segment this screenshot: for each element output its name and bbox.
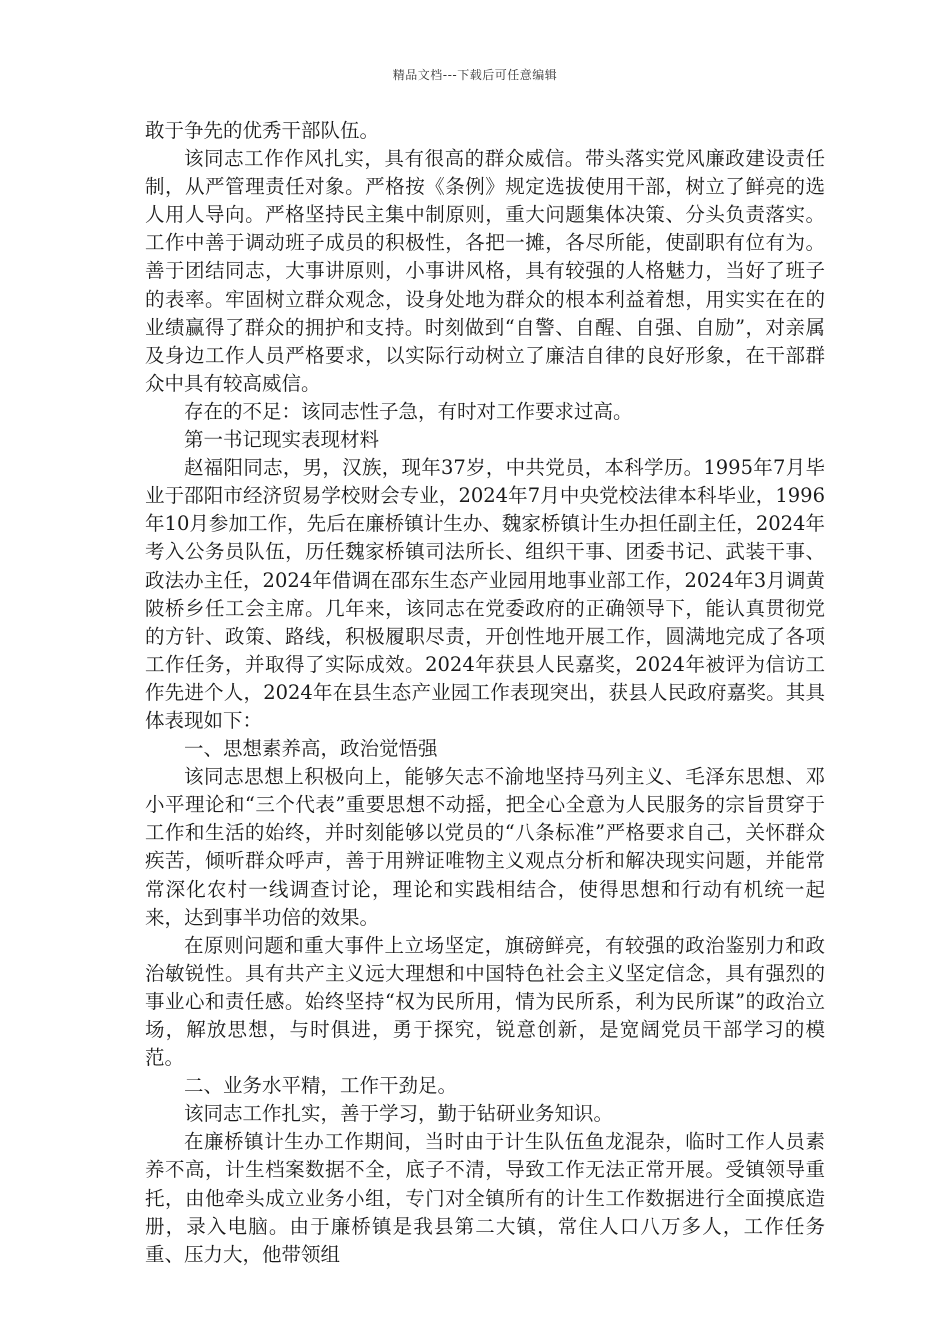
- paragraph: 赵福阳同志，男，汉族，现年37岁，中共党员，本科学历。1995年7月毕业于邵阳市经济贸易学校财会专业，2024年7月中央党校法律本科毕业，1996年10月参加工作，先后在廉桥镇计生办、魏家桥镇计生办担任副主任，2024年考入公务员队伍，历任魏家桥镇司法所长、组织干事、团委书记、武装干事、政法办主任，2024年借调在邵东生态产业园用地事业部工作，2024年3月调黄陂桥乡任工会主席。几年来，该同志在党委政府的正确领导下，能认真贯彻党的方针、政策、路线，积极履职尽责，开创性地开展工作，圆满地完成了各项工作任务，并取得了实际成效。2024年获县人民嘉奖，2024年被评为信访工作先进个人，2024年在县生态产业园工作表现突出，获县人民政府嘉奖。其具体表现如下：: [145, 456, 825, 732]
- section-title: 第一书记现实表现材料: [184, 428, 380, 452]
- document-body: [145, 117, 825, 1269]
- paragraph: 该同志工作扎实，善于学习，勤于钻研业务知识。: [184, 1102, 614, 1126]
- paragraph: 存在的不足：该同志性子急，有时对工作要求过高。: [184, 399, 633, 423]
- paragraph: 该同志思想上积极向上，能够矢志不渝地坚持马列主义、毛泽东思想、邓小平理论和“三个代表”重要思想不动摇，把全心全意为人民服务的宗旨贯穿于工作和生活的始终，并时刻能够以党员的“八条标准”严格要求自己，关怀群众疾苦，倾听群众呼声，善于用辨证唯物主义观点分析和解决现实问题，并能常常深化农村一线调查讨论，理论和实践相结合，使得思想和行动有机统一起来，达到事半功倍的效果。: [145, 765, 825, 929]
- paragraph: 在原则问题和重大事件上立场坚定，旗磅鲜亮，有较强的政治鉴别力和政治敏锐性。具有共产主义远大理想和中国特色社会主义坚定信念，具有强烈的事业心和责任感。始终坚持“权为民所用，情为民所系，利为民所谋”的政治立场，解放思想，与时俱进，勇于探究，锐意创新，是宽阔党员干部学习的模范。: [145, 933, 825, 1070]
- section-heading: 一、思想素养高，政治觉悟强: [184, 737, 438, 761]
- paragraph: 该同志工作作风扎实，具有很高的群众威信。带头落实党风廉政建设责任制，从严管理责任对象。严格按《条例》规定选拔使用干部，树立了鲜亮的选人用人导向。严格坚持民主集中制原则，重大问题集体决策、分头负责落实。工作中善于调动班子成员的积极性，各把一摊，各尽所能，使副职有位有为。善于团结同志，大事讲原则，小事讲风格，具有较强的人格魅力，当好了班子的表率。牢固树立群众观念，设身处地为群众的根本利益着想，用实实在在的业绩赢得了群众的拥护和支持。时刻做到“自警、自醒、自强、自励”，对亲属及身边工作人员严格要求，以实际行动树立了廉洁自律的良好形象，在干部群众中具有较高威信。: [145, 147, 825, 395]
- page-header: 精品文档---下载后可任意编辑: [392, 68, 558, 82]
- paragraph: 敢于争先的优秀干部队伍。: [145, 119, 380, 142]
- paragraph: 在廉桥镇计生办工作期间，当时由于计生队伍鱼龙混杂，临时工作人员素养不高，计生档案数据不全，底子不清，导致工作无法正常开展。受镇领导重托，由他牵头成立业务小组，专门对全镇所有的计生工作数据进行全面摸底造册，录入电脑。由于廉桥镇是我县第二大镇，常住人口八万多人，工作任务重、压力大，他带领组: [145, 1130, 825, 1266]
- section-heading: 二、业务水平精，工作干劲足。: [184, 1074, 458, 1098]
